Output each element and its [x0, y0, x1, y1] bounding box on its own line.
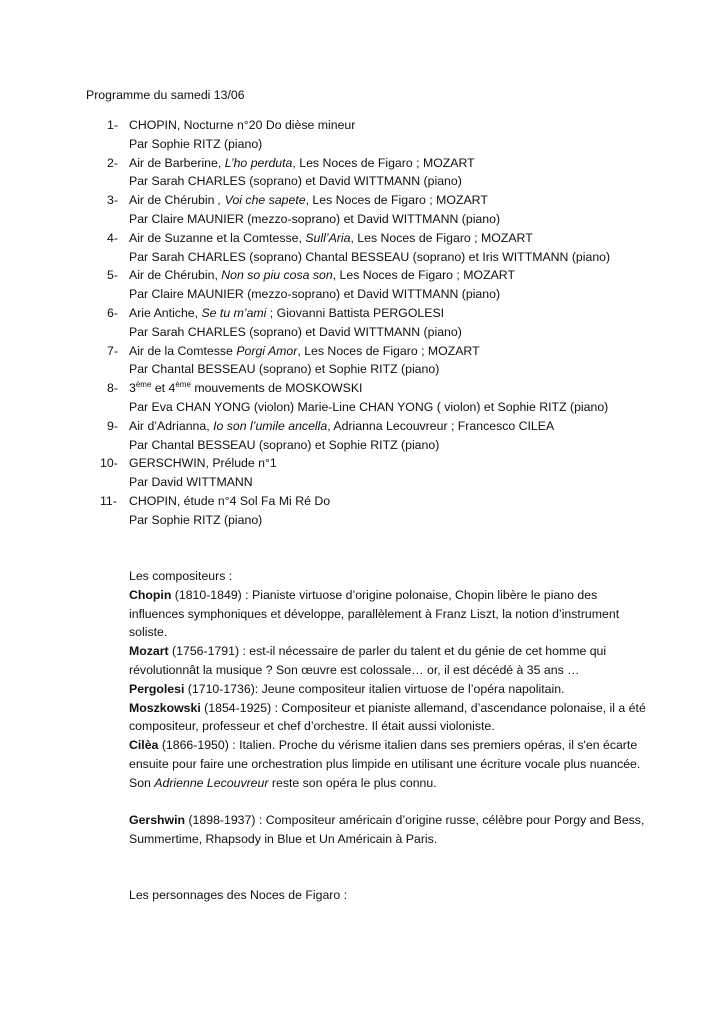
text-run: Air de la Comtesse [129, 343, 237, 358]
programme-work-line [86, 229, 610, 248]
text-run: GERSCHWIN, Prélude n°1 [129, 456, 277, 471]
text-run: , Les Noces de Figaro ; MOZART [350, 230, 533, 245]
composer-name: Cilèa [129, 738, 159, 753]
programme-number: 11- [100, 493, 117, 508]
italic-text: Adrienne Lecouvreur [154, 775, 269, 790]
text-run: et 4 [151, 381, 176, 396]
programme-work-line [86, 417, 610, 436]
performers-line: Par Sarah CHARLES (soprano) et David WITTMANN (piano) [129, 324, 462, 339]
text-run: , Les Noces de Figaro ; MOZART [297, 343, 480, 358]
performers-line: Par Eva CHAN YONG (violon) Marie-Line CHAN YONG ( violon) et Sophie RITZ (piano) [129, 399, 609, 414]
italic-text: L’ho perduta [224, 155, 293, 170]
programme-number: 9- [107, 418, 118, 433]
programme-item [86, 191, 610, 229]
italic-text: , Voi che sapete [217, 193, 306, 208]
composer-name: Gershwin [129, 813, 186, 828]
performers-line: Par David WITTMANN [129, 475, 253, 490]
text-run: , Les Noces de Figaro ; MOZART [305, 193, 488, 208]
composers-heading: Les compositeurs : [129, 569, 233, 583]
composer-bio [129, 811, 649, 849]
programme-work-line [86, 116, 610, 135]
superscript-text: ème [135, 380, 152, 390]
text-run: (1866-1950) : Italien. Proche du vérisme italien dans ses premiers opéras, il s'en écarte ensuite pour faire une orchestration plus limpide en utilisant une écriture vocale plus nuancée. Son [129, 738, 641, 790]
programme-number: 7- [107, 343, 118, 358]
composer-bio [129, 586, 649, 642]
programme-number: 6- [107, 305, 118, 320]
text-run: , Les Noces de Figaro ; MOZART [292, 155, 475, 170]
programme-number: 2- [107, 155, 118, 170]
italic-text: Se tu m’ami [201, 305, 267, 320]
text-run: (1710-1736): Jeune compositeur italien virtuose de l’opéra napolitain. [184, 681, 565, 696]
italic-text: Non so piu cosa son [221, 268, 333, 283]
text-run: (1756-1791) : est-il nécessaire de parler du talent et du génie de cet homme qui révolutionnât la musique ? Son œuvre est colossale… or, il est décédé à 35 ans … [129, 644, 607, 677]
text-run: Air de Chérubin [129, 193, 218, 208]
programme-work-line [86, 454, 610, 473]
programme-title: Programme du samedi 13/06 [86, 88, 245, 102]
text-run: Arie Antiche, [129, 305, 202, 320]
performers-line: Par Claire MAUNIER (mezzo-soprano) et David WITTMANN (piano) [129, 287, 501, 302]
text-run: Air de Chérubin, [129, 268, 222, 283]
programme-item [86, 304, 610, 342]
noces-characters-heading: Les personnages des Noces de Figaro : [129, 888, 348, 902]
performers-line: Par Claire MAUNIER (mezzo-soprano) et David WITTMANN (piano) [129, 211, 501, 226]
composer-bio [129, 736, 649, 792]
italic-text: Io son l’umile ancella [213, 418, 328, 433]
composer-name: Mozart [129, 644, 169, 659]
text-run: , Les Noces de Figaro ; MOZART [332, 268, 515, 283]
italic-text: Sull’Aria [305, 230, 351, 245]
text-run: reste son opéra le plus connu. [268, 775, 437, 790]
programme-number: 1- [107, 118, 118, 132]
programme-work-line [86, 379, 610, 398]
programme-item [86, 116, 610, 154]
text-run: Air de Barberine, [129, 155, 225, 170]
programme-work-line [86, 304, 610, 323]
performers-line: Par Chantal BESSEAU (soprano) et Sophie RITZ (piano) [129, 437, 440, 452]
text-run: (1898-1937) : Compositeur américain d’origine russe, célèbre pour Porgy and Bess, Summertime, Rhapsody in Blue et Un Américain à Paris. [129, 813, 645, 847]
programme-number: 4- [107, 230, 118, 245]
performers-line: Par Sarah CHARLES (soprano) et David WITTMANN (piano) [129, 174, 462, 189]
programme-work-line [86, 191, 610, 210]
text-run: (1810-1849) : Pianiste virtuose d’origine polonaise, Chopin libère le piano des influences symphoniques et développe, parallèlement à Franz Liszt, la notion d’instrument soliste. [129, 587, 620, 640]
programme-item [86, 154, 610, 192]
programme-item [86, 417, 610, 455]
programme-number: 8- [107, 381, 118, 396]
composer-name: Chopin [129, 587, 172, 602]
performers-line: Par Sarah CHARLES (soprano) Chantal BESSEAU (soprano) et Iris WITTMANN (piano) [129, 249, 611, 264]
composer-bios [129, 586, 649, 849]
composer-bio [129, 680, 649, 699]
programme-item [86, 492, 610, 530]
programme-item [86, 454, 610, 492]
programme-number: 3- [107, 193, 118, 208]
programme-number: 5- [107, 268, 118, 283]
performers-line: Par Chantal BESSEAU (soprano) et Sophie RITZ (piano) [129, 362, 440, 377]
text-run: Air d’Adrianna, [129, 418, 214, 433]
programme-work-line [86, 342, 610, 361]
text-run: (1854-1925) : Compositeur et pianiste allemand, d’ascendance polonaise, il a été compositeur, professeur et chef d’orchestre. Il était aussi violoniste. [129, 700, 646, 734]
programme-list [86, 116, 610, 530]
programme-item [86, 342, 610, 380]
composer-bio [129, 642, 649, 680]
superscript-text: ème [175, 380, 191, 390]
programme-work-line [86, 266, 610, 285]
programme-work-line [86, 154, 610, 173]
text-run: , Adrianna Lecouvreur ; Francesco CILEA [327, 418, 555, 433]
performers-line: Par Sophie RITZ (piano) [129, 512, 263, 527]
programme-number: 10- [100, 456, 118, 471]
spacer [129, 793, 649, 812]
text-run: Air de Suzanne et la Comtesse, [129, 230, 306, 245]
composer-bio [129, 699, 649, 737]
text-run: 3 [129, 381, 136, 396]
text-run: CHOPIN, Nocturne n°20 Do dièse mineur [129, 118, 356, 132]
text-run: mouvements de MOSKOWSKI [190, 381, 363, 396]
programme-item [86, 379, 610, 417]
composer-name: Moszkowski [129, 700, 201, 715]
text-run: ; Giovanni Battista PERGOLESI [266, 305, 445, 320]
programme-work-line [86, 492, 610, 511]
italic-text: Porgi Amor [236, 343, 298, 358]
programme-item [86, 229, 610, 267]
programme-item [86, 266, 610, 304]
composer-name: Pergolesi [129, 681, 185, 696]
performers-line: Par Sophie RITZ (piano) [129, 136, 263, 151]
text-run: CHOPIN, étude n°4 Sol Fa Mi Ré Do [129, 493, 331, 508]
composers-section [129, 567, 649, 849]
